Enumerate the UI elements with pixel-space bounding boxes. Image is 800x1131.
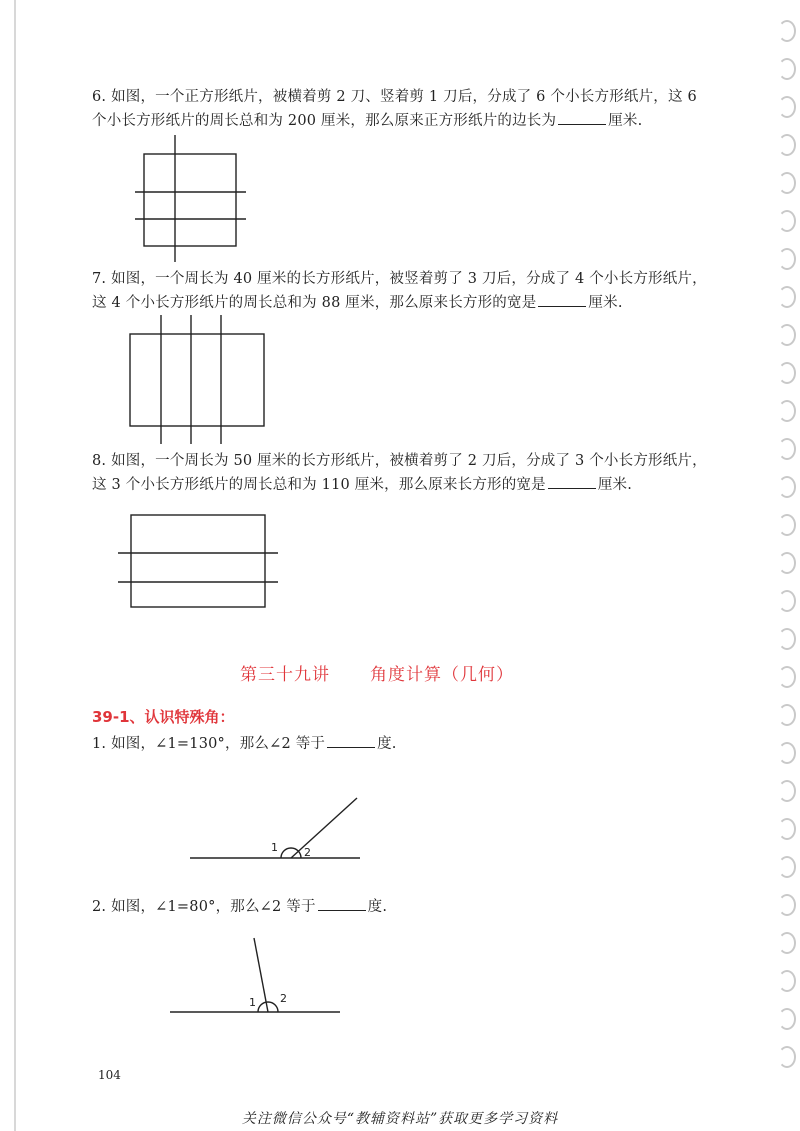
question-text: 如图，一个周长为 50 厘米的长方形纸片，被横着剪了 2 刀后，分成了 3 个小长方形纸片， (111, 453, 707, 469)
section-heading: 39-1、认识特殊角： (92, 708, 235, 726)
question-unit: 度. (367, 899, 388, 915)
question-text: 个小长方形纸片的周长总和为 200 厘米，那么原来正方形纸片的边长为 (92, 113, 557, 129)
question-unit: 度. (377, 736, 397, 752)
lecture-topic: 角度计算（几何） (370, 665, 514, 685)
question-unit: 厘米. (608, 113, 643, 129)
question-text: 这 3 个小长方形纸片的周长总和为 110 厘米，那么原来长方形的宽是 (92, 477, 546, 493)
question-text: 如图，∠1=130°，那么∠2 等于 (111, 736, 326, 752)
angle-label-2: 2 (304, 846, 311, 859)
angle-label-2: 2 (280, 992, 287, 1005)
question-unit: 厘米. (597, 477, 633, 493)
question-number: 2. (92, 899, 107, 915)
question-number: 1. (92, 736, 107, 752)
question-text: 如图，一个正方形纸片，被横着剪 2 刀、竖着剪 1 刀后，分成了 6 个小长方形纸片，这 6 (111, 89, 697, 105)
angle-label-1: 1 (249, 996, 256, 1009)
question-text: 如图，一个周长为 40 厘米的长方形纸片，被竖着剪了 3 刀后，分成了 4 个小长方形纸片， (111, 271, 707, 287)
question-number: 7. (92, 271, 107, 287)
angle-label-1: 1 (271, 841, 278, 854)
page-number: 104 (98, 1068, 121, 1082)
question-unit: 厘米. (588, 295, 623, 311)
question-text: 如图，∠1=80°，那么∠2 等于 (111, 899, 316, 915)
question-text: 这 4 个小长方形纸片的周长总和为 88 厘米，那么原来长方形的宽是 (92, 295, 537, 311)
question-number: 8. (92, 453, 107, 469)
footer-note: 关注微信公众号“教辅资料站”获取更多学习资料 (241, 1111, 559, 1127)
lecture-number: 第三十九讲 (240, 665, 330, 685)
question-number: 6. (92, 89, 107, 105)
